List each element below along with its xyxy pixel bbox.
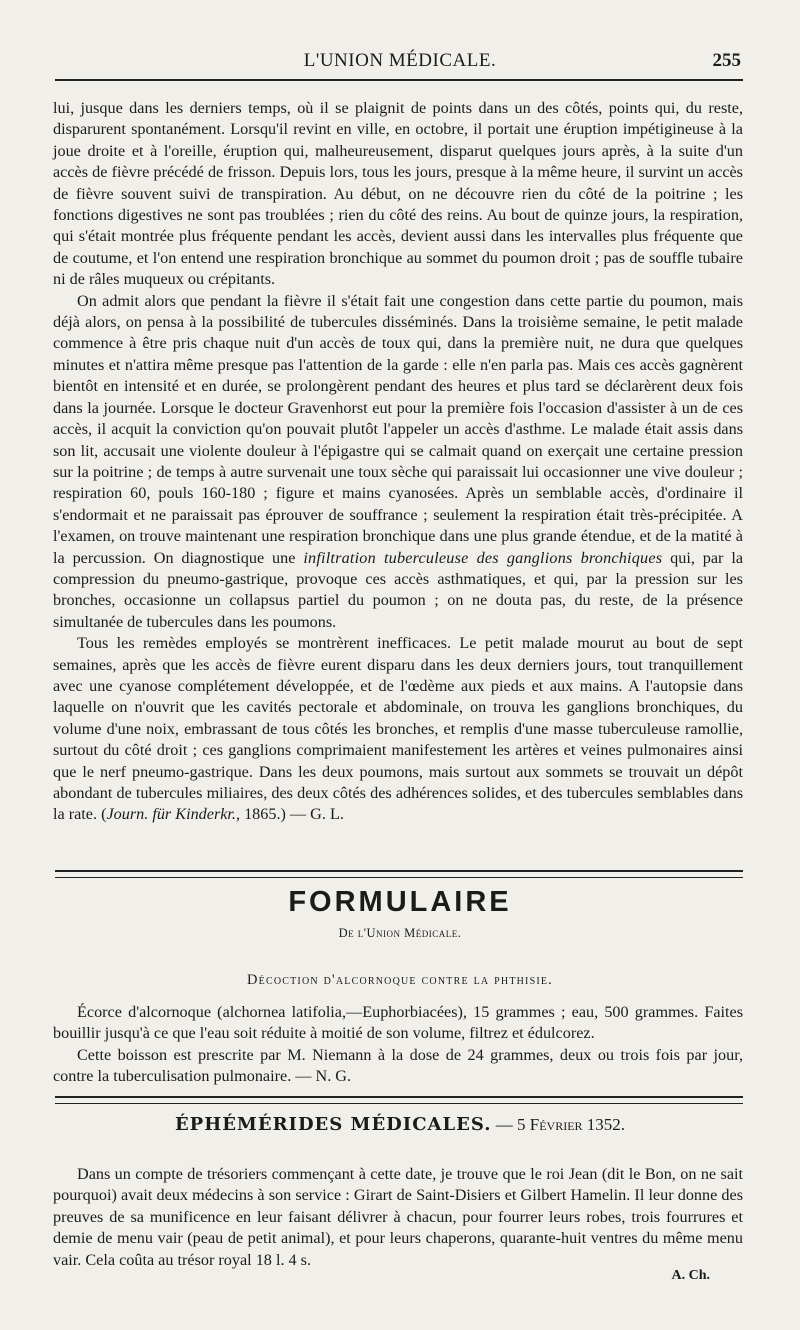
running-title: L'UNION MÉDICALE. [303,50,497,71]
ephemerides-signature: A. Ch. [671,1268,710,1283]
section-divider-formulaire [55,870,743,878]
article-paragraph-2-end: qui, par la compression du pneumo-gastrique, provoque ces accès asthmatiques, et qui, par la pression sur les bronches, occasionne un collapsus partiel du poumon ; on ne douta pas, du reste, de la présence simultanée de tubercules dans les poumons. [53,548,744,631]
ephemerides-heading [0,1114,800,1135]
ephemerides-paragraph: Dans un compte de trésoriers commençant à cette date, je trouve que le roi Jean (dit le Bon, on ne sait pourquoi) avait deux médecins à son service : Girart de Saint-Disiers et Gilbert Hamelin. Il leur donne des preuves de sa munificence en leur faisant délivrer à chacun, pour fourrer leurs robes, trois fourrures et demie de menu vair (peau de petit animal), et pour leurs chaperons, quarante-huit ventres du même menu vair. Cela coûta au trésor royal 18 l. 4 s. [53,1165,743,1269]
recipe-heading: Décoction d'alcornoque contre la phthisie. [246,972,554,988]
page-number: 255 [712,50,741,71]
recipe-paragraph-1: Écorce d'alcornoque (alchornea latifolia,—Euphorbiacées), 15 grammes ; eau, 500 grammes. Faites bouillir jusqu'à ce que l'eau soit réduite à moitié de son volume, filtrez et édulcorez. [53,1003,743,1043]
diagnosis-emphasis: infiltration tuberculeuse des ganglions bronchiques [303,548,663,567]
article-paragraph-3-end: , 1865.) — G. L. [235,805,344,824]
section-divider-ephemerides [55,1096,743,1104]
article-paragraph-1: lui, jusque dans les derniers temps, où il se plaignit de points dans un des côtés, points qui, du reste, disparurent spontanément. Lorsqu'il revint en ville, en octobre, il portait une éruption impétigineuse à la joue droite et à l'oreille, éruption qui, malheureusement, disparut quelques jours après, à la suite d'un accès de fièvre précédé de frisson. Depuis lors, tous les jours, presque à la même heure, il survint un accès de fièvre souvent suivi de transpiration. Au début, on ne découvre rien du côté de la poitrine ; les fonctions digestives ne sont pas troublées ; rien du côté des reins. Au bout de quinze jours, la respiration, qui s'était montrée plus fréquente pendant les accès, devient aussi dans les intervalles plus fréquente que de coutume, et l'on entend une respiration bronchique au sommet du poumon droit ; pas de souffle tubaire ni de râles muqueux ou crépitants. [53,99,743,289]
journal-citation: Journ. für Kinderkr. [106,805,236,824]
article-body [53,98,743,826]
formulaire-title: FORMULAIRE [288,886,512,918]
ephemerides-body [53,1164,743,1271]
article-paragraph-2 [53,291,743,634]
recipe-body [53,1002,743,1088]
article-paragraph-3-text: Tous les remèdes employés se montrèrent inefficaces. Le petit malade mourut au bout de sept semaines, après que les accès de fièvre eurent disparu dans les deux derniers jours, tout tranquillement avec une cyanose complétement développée, et de l'œdème aux pieds et aux mains. A l'autopsie dans laquelle on n'ouvrit que les cavités pectorale et abdominale, on trouva les ganglions bronchiques, du volume d'une noix, embrassant de tous côtés les bronches, et remplis d'une masse tuberculeuse ramollie, surtout du côté droit ; ces ganglions comprimaient manifestement les artères et veines pulmonaires ainsi que le nerf pneumo-gastrique. Dans les deux poumons, mais surtout aux sommets se trouvait un dépôt abondant de tubercules miliaires, des deux côtés des adhérences solides, et des tubercules semblables dans la rate. ( [53,634,743,824]
article-paragraph-2-text: On admit alors que pendant la fièvre il s'était fait une congestion dans cette partie du poumon, mais déjà alors, on pensa à la possibilité de tubercules disséminés. Dans la troisième semaine, le petit malade commence à être pris chaque nuit d'un accès de toux qui, dans la première nuit, ne dura que quelques minutes et n'attira même presque pas l'attention de la garde : elle n'en parla pas. Mais ces accès gagnèrent bientôt en intensité et en durée, se prolongèrent pendant des heures et plus tard se déclarèrent deux fois dans la journée. Lorsque le docteur Gravenhorst eut pour la première fois l'occasion d'assister à un de ces accès, il acquit la conviction qu'on pouvait plutôt l'appeler un accès d'asthme. Le malade était assis dans son lit, accusait une violente douleur à l'épigastre qui se calmait quand on exerçait une certaine pression sur la poitrine ; de temps à autre survenait une toux sèche qui paraissait lui occasionner une vive douleur ; respiration 60, pouls 160-180 ; figure et mains cyanosées. Après un semblable accès, d'ordinaire il s'endormait et ne paraissait pas éprouver de souffrance ; seulement la respiration était très-précipitée. A l'examen, on trouve maintenant une respiration bronchique dans une plus grande étendue, et de la matité à la percussion. On diagnostique une [53,291,743,567]
running-head [55,44,745,74]
formulaire-subtitle: De l'Union Médicale. [338,926,462,940]
recipe-paragraph-2: Cette boisson est prescrite par M. Niemann à la dose de 24 grammes, deux ou trois fois par jour, contre la tuberculisation pulmonaire. — N. G. [53,1045,743,1086]
ephemerides-title: ÉPHÉMÉRIDES MÉDICALES. [174,1114,492,1135]
header-rule [55,79,743,81]
article-paragraph-3 [53,633,743,826]
ephemerides-date: — 5 Février 1352. [491,1115,626,1134]
